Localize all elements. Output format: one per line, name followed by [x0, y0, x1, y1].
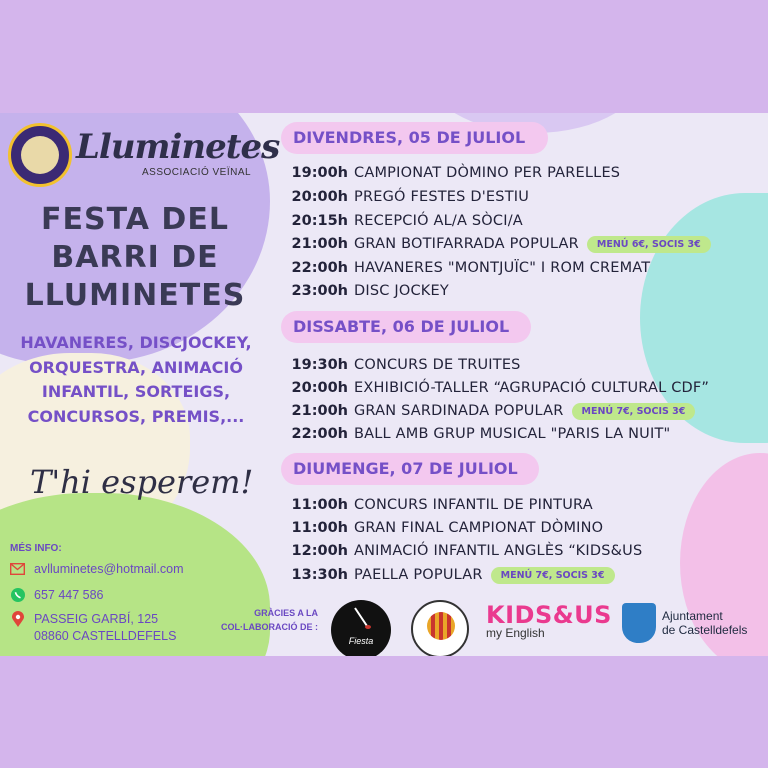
- event-time: 22:00h: [291, 260, 348, 276]
- event-name: ANIMACIÓ INFANTIL ANGLÈS “KIDS&US: [354, 543, 643, 559]
- brand-name: Lluminetes: [76, 127, 280, 167]
- contact-address: [10, 611, 176, 645]
- event-row: [280, 494, 593, 516]
- event-time: 23:00h: [291, 283, 348, 299]
- sponsor-seal-logo: [411, 600, 469, 656]
- title-line: LLUMINETES: [24, 278, 246, 313]
- event-name: BALL AMB GRUP MUSICAL "PARIS LA NUIT": [354, 426, 671, 442]
- event-row: [280, 377, 709, 399]
- event-time: 21:00h: [291, 403, 348, 419]
- event-row: [280, 280, 449, 302]
- day-header-sunday: DIUMENGE, 07 DE JULIOL: [281, 453, 539, 485]
- ajuntament-line1: Ajuntament: [662, 609, 723, 623]
- title-line: BARRI DE: [51, 240, 219, 275]
- event-time: 12:00h: [291, 543, 348, 559]
- event-name: GRAN SARDINADA POPULAR: [354, 403, 564, 419]
- event-row: [280, 162, 620, 184]
- credits-line1: GRÀCIES A LA: [254, 608, 318, 618]
- event-name: GRAN FINAL CAMPIONAT DÒMINO: [354, 520, 604, 536]
- event-time: 11:00h: [291, 520, 348, 536]
- credits-line2: COL·LABORACIÓ DE :: [221, 622, 318, 632]
- event-time: 20:00h: [291, 380, 348, 396]
- event-name: EXHIBICIÓ-TALLER “AGRUPACIÓ CULTURAL CDF”: [354, 380, 710, 396]
- event-time: 20:00h: [291, 189, 348, 205]
- event-time: 19:00h: [291, 165, 348, 181]
- info-heading: MÉS INFO:: [10, 543, 62, 554]
- ajuntament-line2: de Castelldefels: [662, 623, 748, 637]
- event-name: CONCURS INFANTIL DE PINTURA: [354, 497, 593, 513]
- event-name: CAMPIONAT DÒMINO PER PARELLES: [354, 165, 621, 181]
- event-row: [280, 233, 711, 255]
- event-row: [280, 400, 695, 422]
- poster: [0, 113, 768, 656]
- email-text: avlluminetes@hotmail.com: [34, 561, 184, 576]
- event-row: [280, 517, 603, 539]
- brand-subtitle: ASSOCIACIÓ VEÏNAL: [142, 167, 252, 178]
- event-time: 11:00h: [291, 497, 348, 513]
- sponsor-fiesta-label: Fiesta: [348, 636, 374, 646]
- festival-title: [10, 201, 260, 315]
- event-time: 20:15h: [291, 213, 348, 229]
- menu-price-badge: MENÚ 6€, SOCIS 3€: [587, 236, 711, 253]
- association-logo-icon: [8, 123, 72, 187]
- event-name: HAVANERES "MONTJUÏC" I ROM CREMAT: [354, 260, 651, 276]
- kids-logo-text: KIDS&US: [486, 601, 612, 629]
- sponsor-ajuntament-logo: [622, 603, 747, 643]
- kids-logo-sub: my English: [486, 626, 545, 640]
- whatsapp-icon: [10, 587, 25, 602]
- day-header-saturday: DISSABTE, 06 DE JULIOL: [281, 311, 531, 343]
- event-row: [280, 210, 523, 232]
- activities-list: HAVANERES, DISCJOCKEY, ORQUESTRA, ANIMACIÓ INFANTIL, SORTEIGS, CONCURSOS, PREMIS,...: [20, 333, 252, 426]
- day-header-friday: DIVENDRES, 05 DE JULIOL: [281, 122, 548, 154]
- event-row: [280, 186, 529, 208]
- contact-email[interactable]: [10, 561, 184, 576]
- event-name: DISC JOCKEY: [354, 283, 449, 299]
- credits-label: [200, 606, 318, 634]
- sponsor-fiesta-logo: [331, 600, 391, 656]
- contact-phone[interactable]: [10, 587, 104, 602]
- phone-text: 657 447 586: [34, 587, 104, 602]
- sponsor-kidsandus-logo: [486, 601, 612, 640]
- address-line1: PASSEIG GARBÍ, 125: [34, 612, 159, 626]
- event-row: [280, 540, 642, 562]
- title-line: FESTA DEL: [41, 202, 229, 237]
- event-row: [280, 564, 615, 586]
- slogan: T'hi esperem!: [30, 463, 254, 501]
- castle-shield-icon: [622, 603, 656, 643]
- map-pin-icon: [10, 611, 25, 626]
- event-time: 13:30h: [291, 567, 348, 583]
- event-name: PREGÓ FESTES D'ESTIU: [354, 189, 530, 205]
- menu-price-badge: MENÚ 7€, SOCIS 3€: [491, 567, 615, 584]
- menu-price-badge: MENÚ 7€, SOCIS 3€: [572, 403, 696, 420]
- event-time: 21:00h: [291, 236, 348, 252]
- event-name: CONCURS DE TRUITES: [354, 357, 521, 373]
- event-name: RECEPCIÓ AL/A SÒCI/A: [354, 213, 523, 229]
- event-row: [280, 423, 670, 445]
- event-time: 22:00h: [291, 426, 348, 442]
- event-time: 19:30h: [291, 357, 348, 373]
- event-name: GRAN BOTIFARRADA POPULAR: [354, 236, 579, 252]
- envelope-icon: [10, 561, 25, 576]
- address-line2: 08860 CASTELLDEFELS: [34, 629, 177, 643]
- event-row: [280, 257, 650, 279]
- event-name: PAELLA POPULAR: [354, 567, 483, 583]
- event-row: [280, 354, 521, 376]
